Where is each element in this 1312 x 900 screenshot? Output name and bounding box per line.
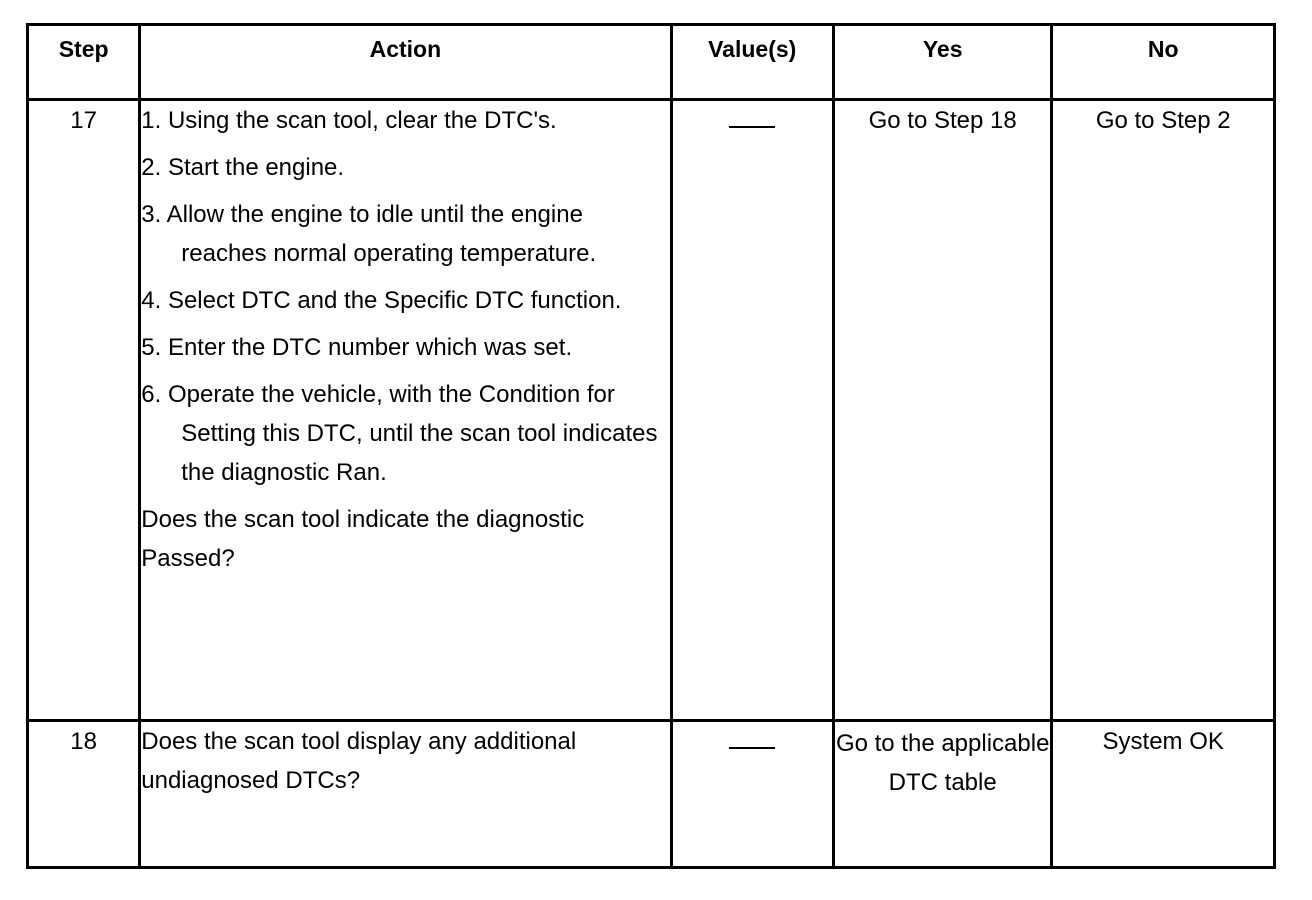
value-cell <box>671 100 833 721</box>
value-dash <box>729 126 775 128</box>
yes-cell <box>833 100 1052 721</box>
step-number: 17 <box>28 100 140 721</box>
no-cell <box>1052 100 1275 721</box>
action-step: 4. Select DTC and the Specific DTC function. <box>141 287 622 314</box>
no-result: Go to Step 2 <box>1095 107 1231 134</box>
action-steps-list <box>141 101 669 492</box>
action-question: Does the scan tool indicate the diagnostic Passed? <box>141 506 585 572</box>
action-step: 6. Operate the vehicle, with the Condition for Setting this DTC, until the scan tool indicates the diagnostic Ran. <box>141 381 658 486</box>
value-dash <box>729 747 775 749</box>
header-row <box>28 25 1275 100</box>
table-row-step-17 <box>28 100 1275 721</box>
no-cell <box>1052 721 1275 868</box>
table-row-step-18 <box>28 721 1275 868</box>
action-step: 2. Start the engine. <box>141 154 345 181</box>
yes-result: Go to Step 18 <box>868 107 1017 134</box>
action-question: Does the scan tool display any additional undiagnosed DTCs? <box>141 728 577 794</box>
action-step: 5. Enter the DTC number which was set. <box>141 334 573 361</box>
header-action: Action <box>140 25 671 100</box>
header-no: No <box>1052 25 1275 100</box>
header-yes: Yes <box>833 25 1052 100</box>
step-number: 18 <box>28 721 140 868</box>
value-cell <box>671 721 833 868</box>
header-step: Step <box>28 25 140 100</box>
yes-result: Go to the applicable DTC table <box>835 730 1050 796</box>
action-step: 3. Allow the engine to idle until the engine reaches normal operating temperature. <box>141 201 597 267</box>
no-result: System OK <box>1102 728 1224 755</box>
action-cell <box>140 721 671 868</box>
diagnostic-table <box>26 23 1276 869</box>
action-step: 1. Using the scan tool, clear the DTC's. <box>141 107 557 134</box>
header-values: Value(s) <box>671 25 833 100</box>
action-cell <box>140 100 671 721</box>
yes-cell <box>833 721 1052 868</box>
